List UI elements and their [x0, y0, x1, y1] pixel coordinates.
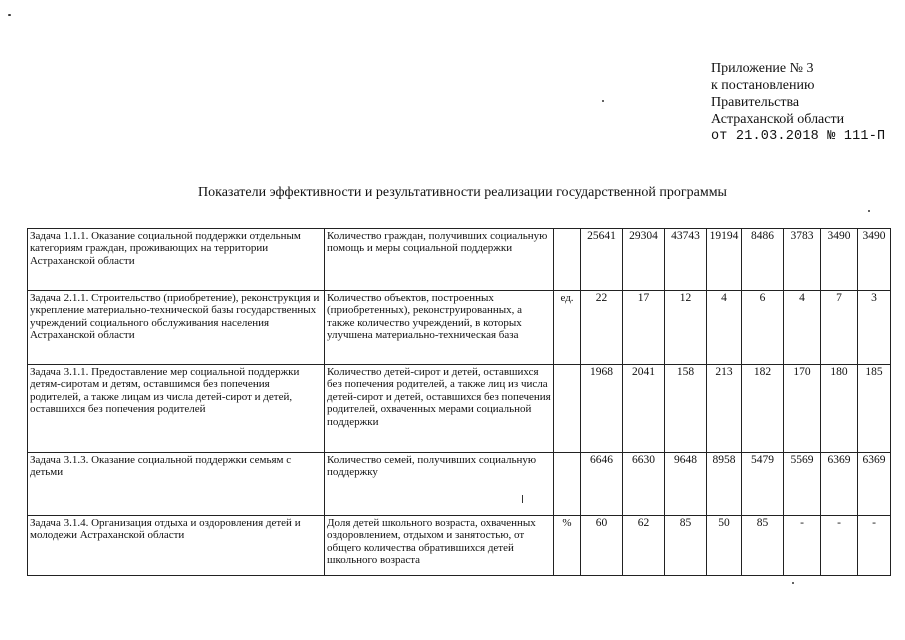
value-cell: 12: [665, 291, 707, 365]
table-row: [28, 229, 891, 291]
unit-cell: [554, 229, 581, 291]
value-cell: 6369: [821, 453, 858, 516]
appendix-date-line: от 21.03.2018 № 111-П: [711, 129, 886, 144]
value-cell: 6369: [858, 453, 891, 516]
value-cell: 3490: [858, 229, 891, 291]
appendix-line: Правительства: [711, 95, 800, 110]
value-cell: 6646: [581, 453, 623, 516]
unit-cell: [554, 453, 581, 516]
value-cell: 2041: [623, 365, 665, 453]
indicator-cell: Количество детей-сирот и детей, оставшихся без попечения родителей, а также лиц из числа детей-сирот и детей, оставшихся без попечения родителей, охваченных мерами социальной поддержки: [325, 365, 554, 453]
indicator-cell: Количество семей, получивших социальную поддержку: [325, 453, 554, 516]
value-cell: 5479: [742, 453, 784, 516]
task-cell: Задача 3.1.1. Предоставление мер социальной поддержки детям-сиротам и детям, оставшимся без попечения родителей, а также лицам из числа детей-сирот и детей, оставшихся без попечения родителей: [28, 365, 325, 453]
value-cell: 85: [665, 516, 707, 576]
scan-speck: [792, 582, 794, 584]
value-cell: 5569: [784, 453, 821, 516]
value-cell: 170: [784, 365, 821, 453]
scan-speck: [522, 495, 523, 503]
value-cell: 213: [707, 365, 742, 453]
value-cell: 3490: [821, 229, 858, 291]
scan-speck: [8, 14, 11, 16]
task-cell: Задача 2.1.1. Строительство (приобретение), реконструкция и укрепление материально-технической базы государственных учреждений социального обслуживания населения Астраханской области: [28, 291, 325, 365]
value-cell: 17: [623, 291, 665, 365]
table-row: [28, 365, 891, 453]
unit-cell: [554, 365, 581, 453]
value-cell: 180: [821, 365, 858, 453]
value-cell: 8486: [742, 229, 784, 291]
value-cell: 43743: [665, 229, 707, 291]
value-cell: -: [784, 516, 821, 576]
unit-cell: ед.: [554, 291, 581, 365]
scan-speck: [868, 210, 870, 212]
value-cell: 29304: [623, 229, 665, 291]
value-cell: 62: [623, 516, 665, 576]
value-cell: -: [858, 516, 891, 576]
value-cell: 9648: [665, 453, 707, 516]
table-row: [28, 291, 891, 365]
scan-speck: [602, 100, 604, 102]
value-cell: 158: [665, 365, 707, 453]
value-cell: 3: [858, 291, 891, 365]
value-cell: 6630: [623, 453, 665, 516]
value-cell: 3783: [784, 229, 821, 291]
unit-cell: %: [554, 516, 581, 576]
value-cell: 182: [742, 365, 784, 453]
indicator-cell: Доля детей школьного возраста, охваченных оздоровлением, отдыхом и занятостью, от общего количества обратившихся детей школьного возраста: [325, 516, 554, 576]
value-cell: 8958: [707, 453, 742, 516]
value-cell: 4: [707, 291, 742, 365]
value-cell: 6: [742, 291, 784, 365]
appendix-header: [711, 60, 885, 145]
value-cell: 50: [707, 516, 742, 576]
appendix-line: Астраханской области: [711, 112, 845, 127]
value-cell: 185: [858, 365, 891, 453]
value-cell: 60: [581, 516, 623, 576]
task-cell: Задача 3.1.4. Организация отдыха и оздоровления детей и молодежи Астраханской области: [28, 516, 325, 576]
value-cell: 7: [821, 291, 858, 365]
value-cell: 19194: [707, 229, 742, 291]
document-title: Показатели эффективности и результативности реализации государственной программы: [198, 185, 727, 200]
value-cell: 22: [581, 291, 623, 365]
value-cell: 4: [784, 291, 821, 365]
value-cell: 1968: [581, 365, 623, 453]
indicator-cell: Количество граждан, получивших социальную помощь и меры социальной поддержки: [325, 229, 554, 291]
value-cell: 85: [742, 516, 784, 576]
value-cell: 25641: [581, 229, 623, 291]
indicator-cell: Количество объектов, построенных (приобретенных), реконструированных, а также количество учреждений, в которых улучшена материально-техническая база: [325, 291, 554, 365]
appendix-line: к постановлению: [711, 78, 815, 93]
task-cell: Задача 3.1.3. Оказание социальной поддержки семьям с детьми: [28, 453, 325, 516]
appendix-line: Приложение № 3: [711, 61, 814, 76]
table-row: [28, 453, 891, 516]
value-cell: -: [821, 516, 858, 576]
table-row: [28, 516, 891, 576]
indicators-table: [27, 228, 891, 576]
task-cell: Задача 1.1.1. Оказание социальной поддержки отдельным категориям граждан, проживающих на территории Астраханской области: [28, 229, 325, 291]
